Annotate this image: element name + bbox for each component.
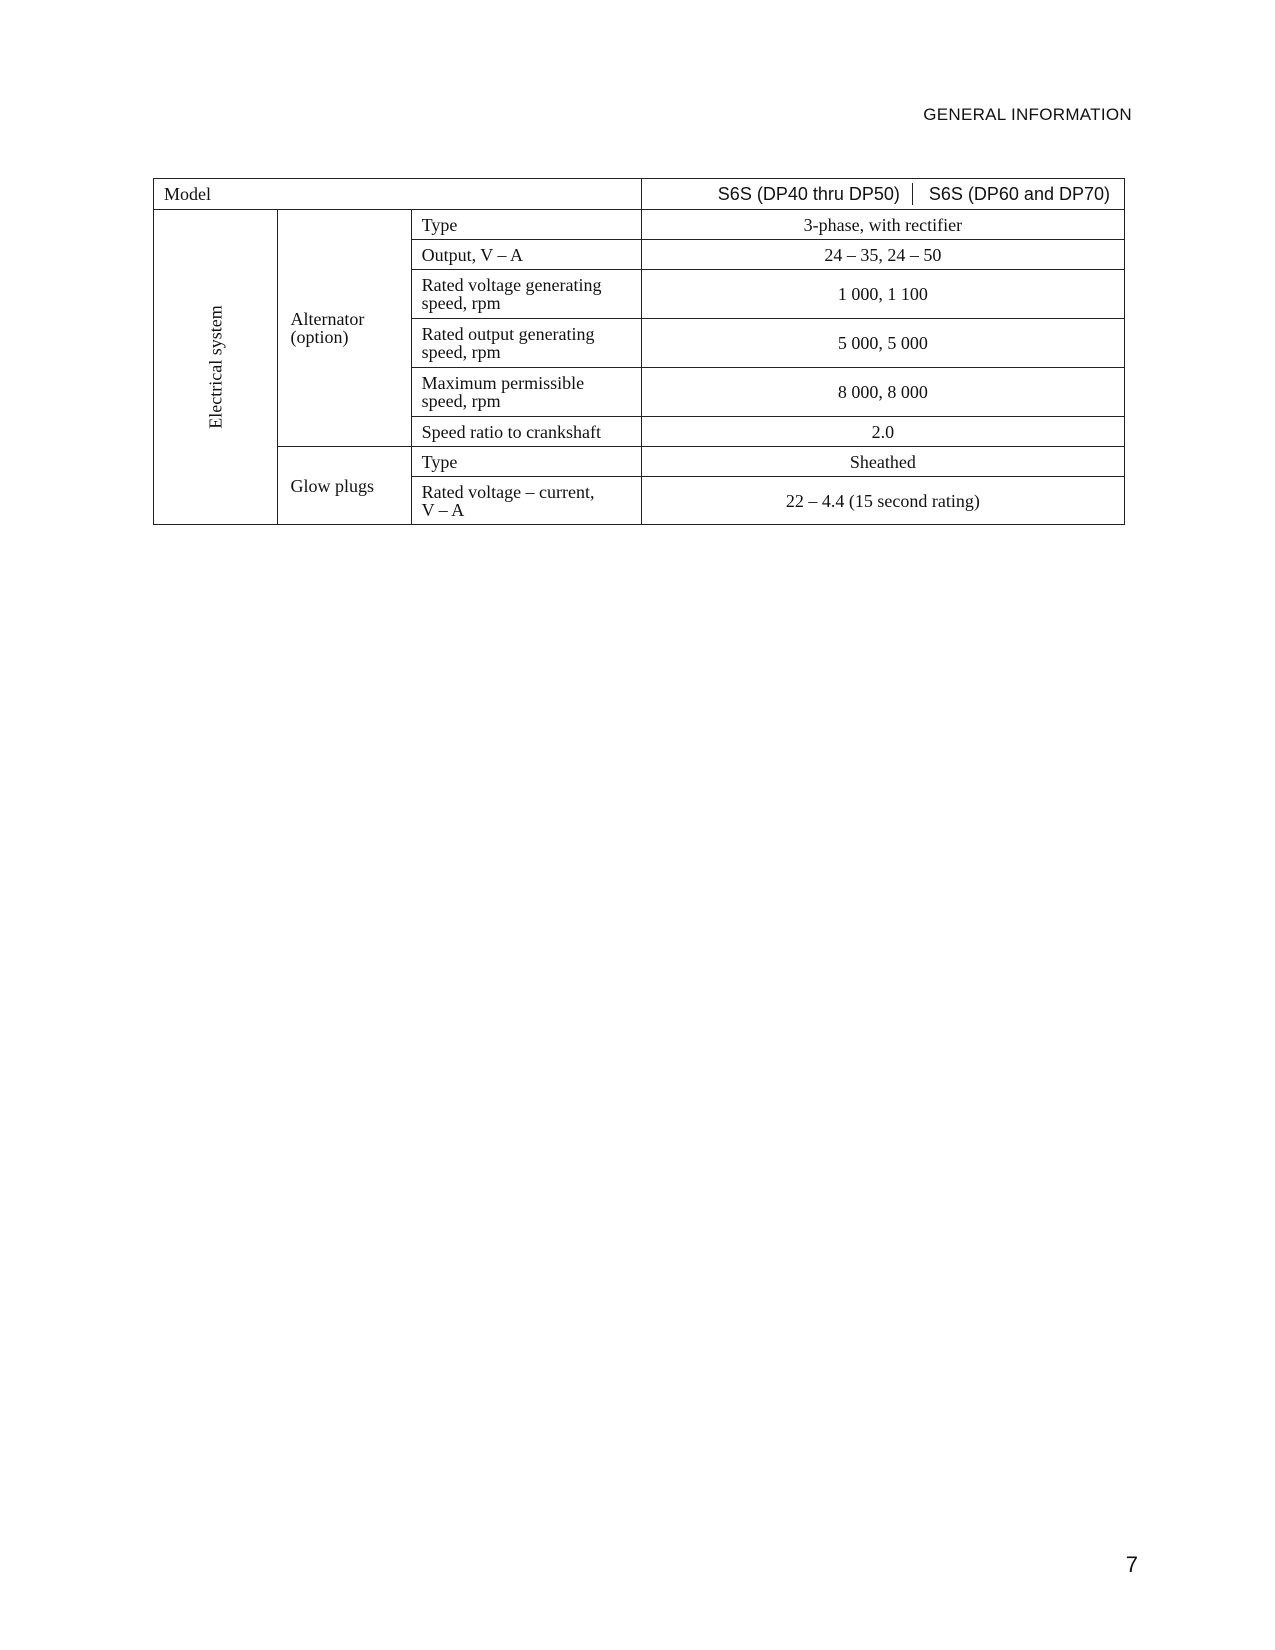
item-cell bbox=[411, 368, 641, 417]
glow-plugs-label: Glow plugs bbox=[278, 447, 411, 525]
item-cell bbox=[411, 270, 641, 319]
alternator-label bbox=[278, 210, 411, 447]
item-cell bbox=[411, 477, 641, 525]
value-cell: Sheathed bbox=[641, 447, 1124, 477]
item-line2: speed, rpm bbox=[421, 391, 501, 411]
model-2: S6S (DP60 and DP70) bbox=[928, 184, 1110, 204]
item-line2: V – A bbox=[421, 499, 465, 520]
item-line1: Rated voltage generating bbox=[421, 275, 602, 295]
group-label-cell bbox=[154, 210, 278, 525]
running-header: GENERAL INFORMATION bbox=[923, 105, 1132, 124]
value-cell: 1 000, 1 100 bbox=[641, 270, 1124, 319]
item-line1: Maximum permissible bbox=[421, 373, 585, 393]
model-1: S6S (DP40 thru DP50) bbox=[717, 184, 900, 204]
value-cell: 8 000, 8 000 bbox=[641, 368, 1124, 417]
model-values bbox=[641, 179, 1124, 210]
alternator-label-line1: Alternator bbox=[290, 309, 365, 329]
item-cell: Output, V – A bbox=[411, 240, 641, 270]
item-line1: Rated voltage – current, bbox=[421, 481, 595, 502]
item-cell: Speed ratio to crankshaft bbox=[411, 417, 641, 447]
model-row bbox=[154, 179, 1125, 210]
model-label: Model bbox=[154, 179, 642, 210]
value-cell: 5 000, 5 000 bbox=[641, 319, 1124, 368]
item-line2: speed, rpm bbox=[421, 293, 501, 313]
item-line1: Rated output generating bbox=[421, 324, 595, 344]
group-label: Electrical system bbox=[205, 305, 226, 429]
item-line2: speed, rpm bbox=[421, 342, 501, 362]
page-number: 7 bbox=[1125, 1552, 1138, 1577]
electrical-spec-table bbox=[153, 178, 1125, 525]
alternator-label-line2: (option) bbox=[290, 327, 349, 347]
item-cell: Type bbox=[411, 447, 641, 477]
model-separator bbox=[912, 183, 913, 205]
item-cell bbox=[411, 319, 641, 368]
value-cell: 3-phase, with rectifier bbox=[641, 210, 1124, 240]
value-cell: 24 – 35, 24 – 50 bbox=[641, 240, 1124, 270]
item-cell: Type bbox=[411, 210, 641, 240]
value-cell: 22 – 4.4 (15 second rating) bbox=[641, 477, 1124, 525]
table-row bbox=[154, 447, 1125, 477]
table-row bbox=[154, 210, 1125, 240]
value-cell: 2.0 bbox=[641, 417, 1124, 447]
